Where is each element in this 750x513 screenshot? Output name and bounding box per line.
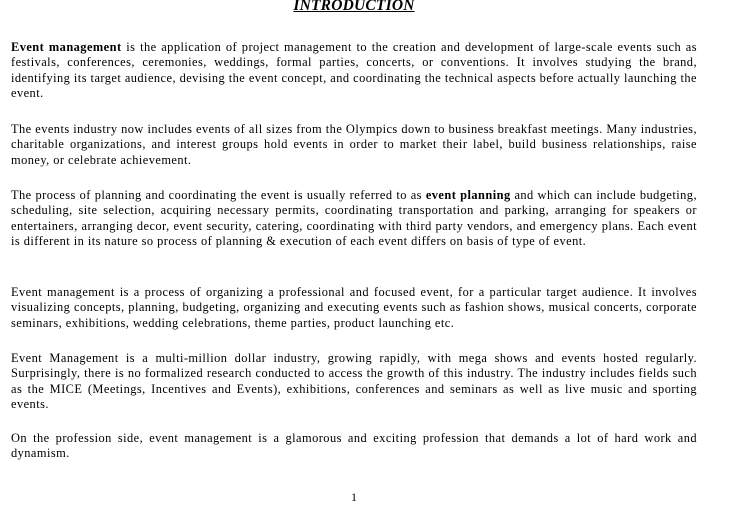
- paragraph-5: Event Management is a multi-million dollar industry, growing rapidly, with mega shows and events hosted regularly. Surprisingly, there is no formalized research conducted to access the growth of this industry. The industry includes fields such as the MICE (Meetings, Incentives and Events), exhibitions, conferences and seminars as well as live music and sporting events.: [11, 351, 697, 412]
- paragraph-3-text-before: The process of planning and coordinating the event is usually referred to as: [11, 188, 426, 202]
- paragraph-1-text: is the application of project management to the creation and development of large-scale events such as festivals, conferences, ceremonies, weddings, formal parties, concerts, or conventions. It involves studying the brand, identifying its target audience, devising the event concept, and coordinating the technical aspects before actually launching the event.: [11, 40, 697, 101]
- bold-term-event-management: Event management: [11, 40, 122, 54]
- paragraph-3-text-after: and which can include budgeting, scheduling, site selection, acquiring necessary permits, coordinating transportation and parking, arranging for speakers or entertainers, arranging decor, event security, catering, coordinating with third party vendors, and emergency plans. Each event is different in its nature so process of planning & execution of each event differs on basis of type of event.: [11, 188, 697, 249]
- page-title: INTRODUCTION: [293, 0, 415, 14]
- paragraph-1: [11, 40, 697, 102]
- paragraph-6: On the profession side, event management is a glamorous and exciting profession that demands a lot of hard work and dynamism.: [11, 431, 697, 461]
- paragraph-3: [11, 188, 697, 250]
- page-number: 1: [351, 490, 357, 504]
- bold-term-event-planning: event planning: [425, 188, 511, 202]
- paragraph-4: Event management is a process of organizing a professional and focused event, for a particular target audience. It involves visualizing concepts, planning, budgeting, organizing and executing events such as fashion shows, musical concerts, corporate seminars, exhibitions, wedding celebrations, theme parties, product launching etc.: [11, 285, 697, 330]
- paragraph-2: The events industry now includes events of all sizes from the Olympics down to business breakfast meetings. Many industries, charitable organizations, and interest groups hold events in order to market their label, build business relationships, raise money, or celebrate achievement.: [11, 122, 697, 167]
